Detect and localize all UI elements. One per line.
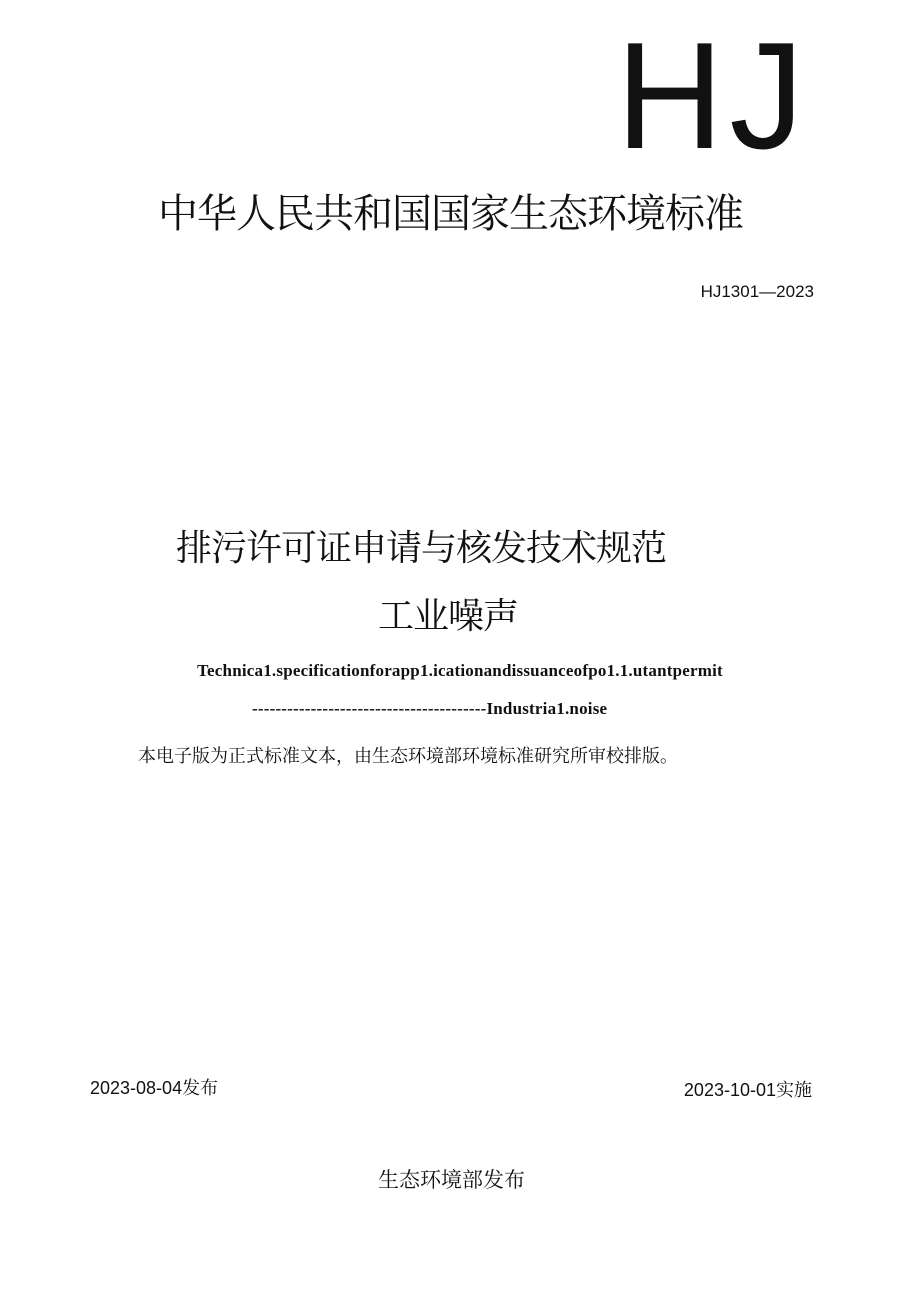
publish-date: 2023-08-04发布 bbox=[90, 1078, 219, 1098]
implementation-date: 2023-10-01实施 bbox=[683, 1080, 812, 1100]
document-subtitle: 工业噪声 bbox=[378, 595, 519, 636]
electronic-version-notice: 本电子版为正式标准文本，由生态环境部环境标准研究所审校排版。 bbox=[138, 746, 678, 766]
hj-logo: HJ bbox=[616, 11, 811, 181]
issuing-authority: 生态环境部发布 bbox=[378, 1169, 525, 1192]
document-title: 排污许可证申请与核发技术规范 bbox=[176, 527, 667, 568]
standard-category-title: 中华人民共和国国家生态环境标准 bbox=[158, 192, 743, 236]
standard-code: HJ1301—2023 bbox=[700, 282, 814, 301]
english-title-line-2: ----------------------------------------Industria1.noise bbox=[252, 699, 608, 718]
english-title-line-1: Technica1.specificationforapp1.icationandissuanceofpo1.1.utantpermit bbox=[197, 661, 723, 680]
